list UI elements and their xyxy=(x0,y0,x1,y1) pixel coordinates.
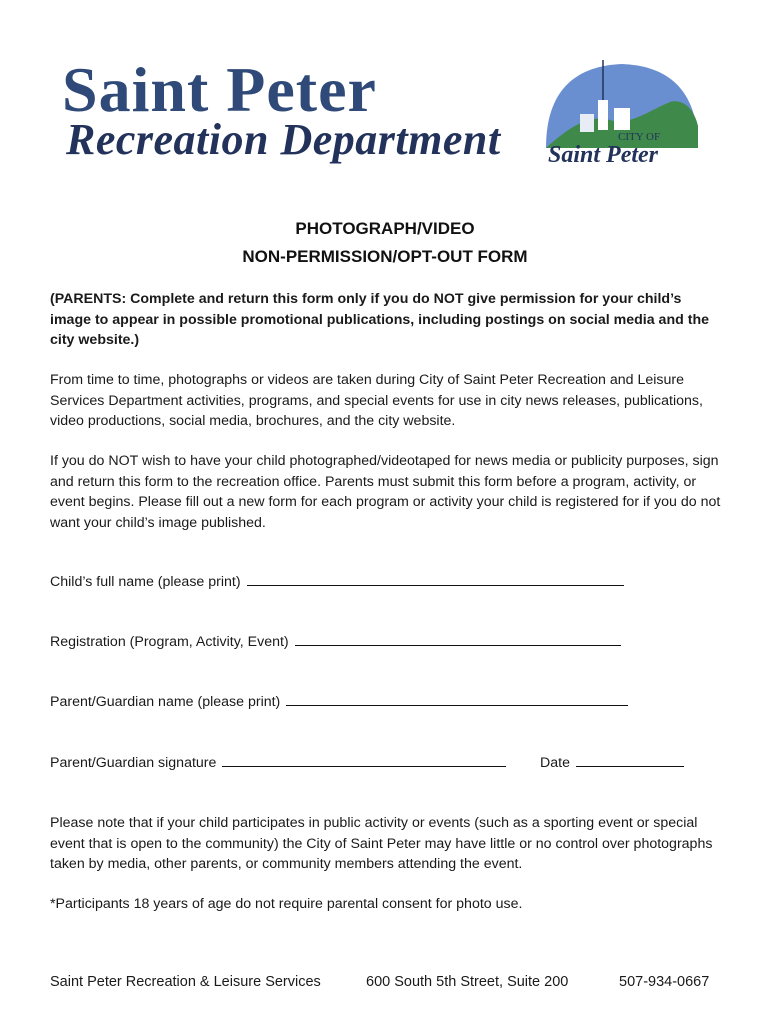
footer-address: 600 South 5th Street, Suite 200 xyxy=(366,974,569,990)
logo-subtitle: Recreation Department xyxy=(66,115,501,164)
child-name-line[interactable] xyxy=(247,573,624,586)
public-events-note: Please note that if your child participates in public activity or events (such as a sporting event or special event that is open to the community) the City of Saint Peter may have little or no control over photographs taken by media, other parents, or community members attending the event. xyxy=(50,815,713,872)
intro-paragraph: From time to time, photographs or videos are taken during City of Saint Peter Recreation and Leisure Services Department activities, programs, and special events for use in city news releases, publications, video productions, social media, brochures, and the city website. xyxy=(50,372,703,429)
footer-organization: Saint Peter Recreation & Leisure Services xyxy=(50,974,321,990)
form-title-line2: NON-PERMISSION/OPT-OUT FORM xyxy=(242,247,528,266)
guardian-name-field[interactable] xyxy=(50,693,628,710)
seal-building-icon-2 xyxy=(580,114,594,132)
seal-building-icon-3 xyxy=(614,108,630,130)
registration-field[interactable] xyxy=(50,633,621,650)
form-title-line1: PHOTOGRAPH/VIDEO xyxy=(295,219,475,238)
seal-city-name: Saint Peter xyxy=(548,142,659,168)
age-note: *Participants 18 years of age do not require parental consent for photo use. xyxy=(50,896,523,912)
seal-building-icon xyxy=(598,100,608,130)
guardian-name-label: Parent/Guardian name (please print) xyxy=(50,694,281,710)
guardian-signature-field[interactable] xyxy=(50,754,506,771)
seal-city-of: CITY OF xyxy=(618,131,661,143)
parents-notice: (PARENTS: Complete and return this form only if you do NOT give permission for your child’s image to appear in possible promotional publications, including postings on social media and the city website.) xyxy=(50,291,710,348)
guardian-name-line[interactable] xyxy=(286,693,628,706)
footer-phone: 507-934-0667 xyxy=(619,974,710,990)
child-name-label: Child’s full name (please print) xyxy=(50,574,241,590)
guardian-signature-label: Parent/Guardian signature xyxy=(50,755,217,771)
child-name-field[interactable] xyxy=(50,573,624,590)
registration-line[interactable] xyxy=(295,633,621,646)
guardian-signature-line[interactable] xyxy=(222,754,506,767)
logo-title: Saint Peter xyxy=(62,54,377,125)
date-label: Date xyxy=(540,755,570,771)
date-field[interactable] xyxy=(540,754,684,771)
registration-label: Registration (Program, Activity, Event) xyxy=(50,634,289,650)
date-line[interactable] xyxy=(576,754,684,767)
instructions-paragraph: If you do NOT wish to have your child photographed/videotaped for news media or publicity purposes, sign and return this form to the recreation office. Parents must submit this form before a program, activity, or event begins. Please fill out a new form for each program or activity your child is registered for if you do not want your child’s image published. xyxy=(50,453,721,531)
city-seal-logo xyxy=(540,56,704,174)
